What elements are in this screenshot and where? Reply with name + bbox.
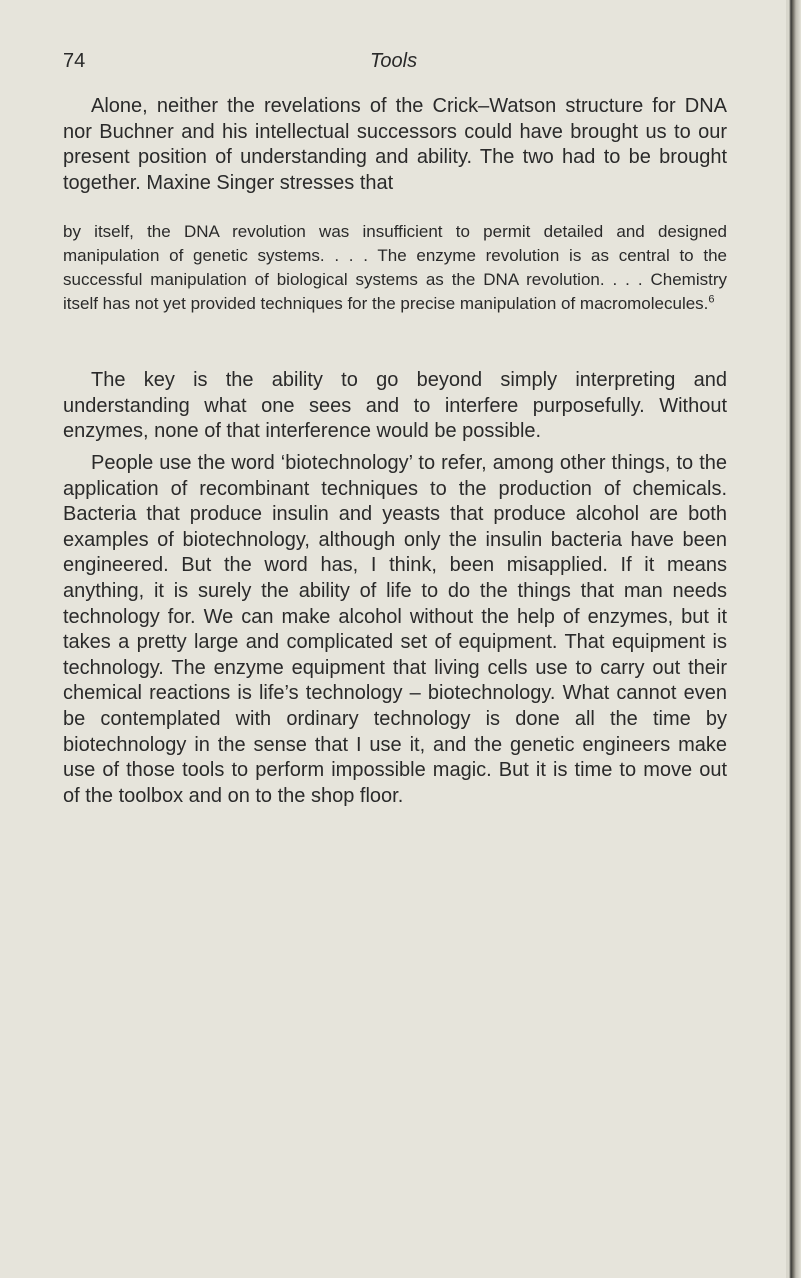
running-title: Tools	[370, 50, 418, 72]
block-quote	[63, 220, 727, 316]
page-header	[63, 50, 723, 80]
quote-text: by itself, the DNA revolution was insufficient to permit detailed and designed manipulation of genetic systems. . . . The enzyme revolution is as central to the successful manipulation of biological systems as the DNA revolution. . . . Chemistry itself has not yet provided techniques for the precise manipulation of macromolecules.	[63, 222, 727, 313]
paragraph-3: People use the word ‘biotechnology’ to refer, among other things, to the application of recombinant techniques to the production of chemicals. Bacteria that produce insulin and yeasts that produce alcohol are both examples of biotechnology, although only the insulin bacteria have been engineered. But the word has, I think, been misapplied. If it means anything, it is surely the ability of life to do the things that man needs technology for. We can make alcohol without the help of enzymes, but it takes a pretty large and complicated set of equipment. That equipment is technology. The enzyme equipment that living cells use to carry out their chemical reactions is life’s technology – biotechnology. What cannot even be contemplated with ordinary technology is done all the time by biotechnology in the sense that I use it, and the genetic engineers make use of those tools to perform impossible magic. But it is time to move out of the toolbox and on to the shop floor.	[63, 452, 727, 807]
page-number: 74	[63, 50, 86, 72]
paragraph-2: The key is the ability to go beyond simply interpreting and understanding what one sees and to interfere purposefully. Without enzymes, none of that interference would be possible.	[63, 369, 727, 443]
footnote-reference: 6	[708, 293, 715, 306]
paragraph-1: Alone, neither the revelations of the Crick–Watson structure for DNA nor Buchner and his intellectual successors could have brought us to our present position of understanding and ability. The two had to be brought together. Maxine Singer stresses that	[63, 95, 727, 194]
book-spine-edge	[786, 0, 801, 1278]
